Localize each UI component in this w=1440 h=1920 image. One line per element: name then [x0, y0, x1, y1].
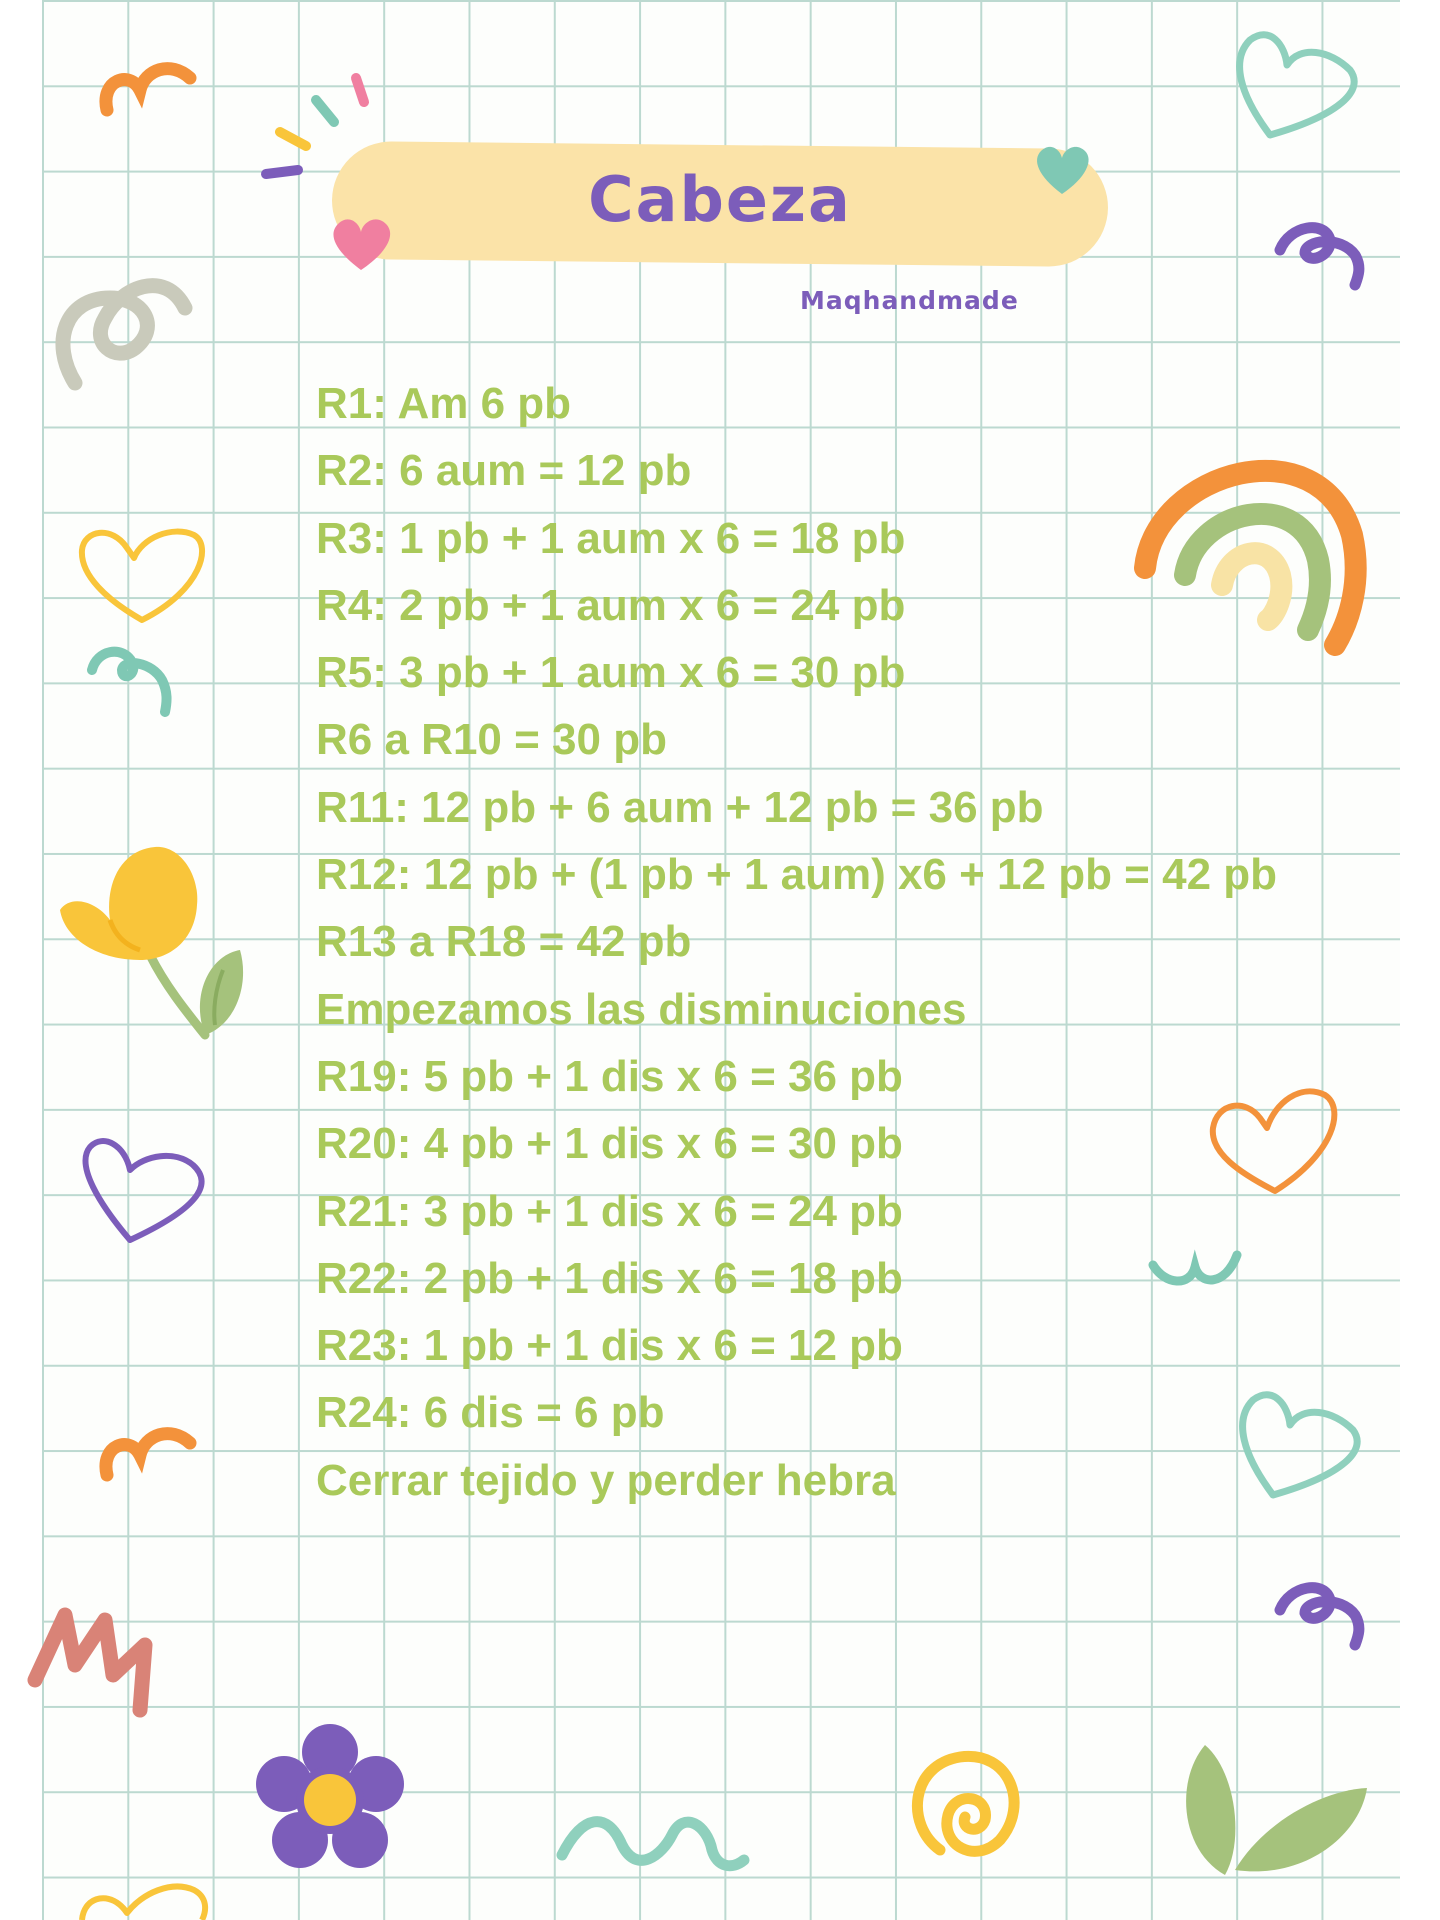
step-row: R20: 4 pb + 1 dis x 6 = 30 pb [316, 1119, 903, 1169]
brand-label: Maqhandmade [800, 286, 1019, 315]
squiggle-icon [1270, 1575, 1370, 1655]
squiggle-icon [95, 1415, 205, 1495]
step-row: R23: 1 pb + 1 dis x 6 = 12 pb [316, 1321, 903, 1371]
heart-icon [72, 1875, 212, 1920]
step-row: R21: 3 pb + 1 dis x 6 = 24 pb [316, 1186, 903, 1236]
page-title: Cabeza [588, 163, 852, 236]
wave-icon [1145, 1245, 1245, 1295]
heart-icon [72, 520, 212, 630]
step-row: R6 a R10 = 30 pb [316, 715, 667, 765]
squiggle-icon [50, 248, 200, 398]
step-row: R13 a R18 = 42 pb [316, 917, 692, 967]
squiggle-icon [95, 50, 205, 130]
zigzag-icon [25, 1605, 165, 1715]
squiggle-icon [1270, 215, 1370, 295]
wave-icon [552, 1795, 752, 1885]
leaf-icon [1175, 1740, 1370, 1880]
heart-icon [1205, 1083, 1345, 1198]
flower-icon [250, 1720, 410, 1880]
rainbow-icon [1130, 430, 1370, 660]
heart-icon [75, 1135, 210, 1245]
section-note: Empezamos las disminuciones [316, 984, 967, 1034]
step-row: R3: 1 pb + 1 aum x 6 = 18 pb [316, 513, 906, 563]
step-row: R4: 2 pb + 1 aum x 6 = 24 pb [316, 580, 906, 630]
heart-icon [326, 212, 396, 274]
spiral-icon [900, 1745, 1030, 1875]
closing-note: Cerrar tejido y perder hebra [316, 1455, 896, 1505]
step-row: R22: 2 pb + 1 dis x 6 = 18 pb [316, 1253, 903, 1303]
tulip-icon [55, 845, 250, 1045]
step-row: R24: 6 dis = 6 pb [316, 1388, 665, 1438]
squiggle-icon [82, 640, 182, 725]
sparkle-icon [258, 70, 373, 190]
step-row: R2: 6 aum = 12 pb [316, 446, 692, 496]
step-row: R5: 3 pb + 1 aum x 6 = 30 pb [316, 648, 906, 698]
step-row: R12: 12 pb + (1 pb + 1 aum) x6 + 12 pb = 42 pb [316, 850, 1278, 900]
heart-icon [1228, 1385, 1368, 1505]
heart-icon [1225, 25, 1365, 145]
step-row: R19: 5 pb + 1 dis x 6 = 36 pb [316, 1051, 903, 1101]
step-row: R1: Am 6 pb [316, 379, 572, 428]
page-margin-right [1400, 0, 1440, 1920]
step-row: R11: 12 pb + 6 aum + 12 pb = 36 pb [316, 782, 1044, 832]
heart-icon [1030, 140, 1094, 198]
